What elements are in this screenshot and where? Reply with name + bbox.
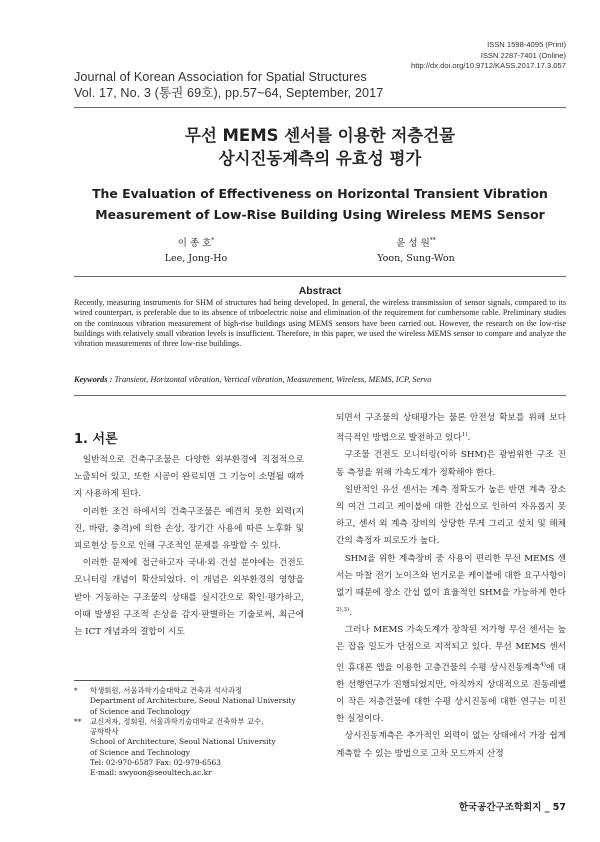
citation: 1) — [461, 432, 468, 439]
page-footer: 한국공간구조학회지 _ 57 — [458, 802, 566, 813]
author-2-english: Yoon, Sung-Won — [377, 253, 455, 265]
footnotes — [74, 686, 304, 779]
paragraph: 그러나 MEMS 가속도계가 장착된 저가형 무선 센서는 높은 잡음 밀도가 단점으로 지적되고 있다. 무선 MEMS 센서인 휴대폰 앱을 이용한 고층건물의 수평 상시진동계측$^{4)}$에 대한 선행연구가 진행되었지만, 아직까지 상대적으로 진동레벨이 작은 저층건물에 대한 수평 상시진동에 대한 연구는 미진한 실정이다. — [336, 625, 566, 725]
footnote-2: ** 교신저자, 정회원, 서울과학기술대학교 건축학부 교수, 공학박사 School of Architecture, Seoul National University of Science and Technology Tel: 02-970-6587 Fax: 02-979-6563 E-mail: swyoon@seoultech.ac.kr — [74, 717, 304, 779]
keywords-bottom-rule — [74, 395, 566, 396]
paragraph: 상시진동계측은 추가적인 외력이 없는 상태에서 가장 쉽게 계측할 수 있는 방법으로 고차 모드까지 산정 — [336, 731, 566, 759]
keywords — [74, 375, 566, 384]
author-1-english: Lee, Jong-Ho — [164, 253, 228, 265]
journal-header — [74, 70, 383, 101]
abstract-text: Recently, measuring instruments for SHM of structures had being developed. In general, the wireless transmission of sensor signals, compared to its wired counterpart, is preferable due to its absence of triboelectric noise and elimination of the requirement for cumbersome cable. Preliminary studies on the continuous vibration measurement of high-rise buildings using MEMS sensors have been carried out. However, the research on the low-rise buildings with relatively small vibration levels is insufficient. Therefore, in this paper, we used the wireless MEMS sensor to compare and analyze the vibration measurements of three low-rise buildings. — [74, 298, 566, 349]
korean-title — [74, 124, 566, 170]
citation: 2),3) — [336, 607, 350, 614]
paragraph: 되면서 구조물의 상태평가는 물론 안전성 확보를 위해 보다 적극적인 방법으로 발전하고 있다$^{1)}$. — [336, 413, 566, 444]
keywords-label: Keywords : — [74, 375, 113, 384]
author-2 — [316, 233, 516, 266]
author-2-mark: ** — [429, 237, 436, 244]
korean-title-line1: 무선 MEMS 센서를 이용한 저층건물 — [184, 126, 456, 145]
journal-name: Journal of Korean Association for Spatial Structures — [74, 70, 367, 84]
issn-print: ISSN 1598-4095 (Print) — [487, 40, 566, 49]
abstract-top-rule — [74, 276, 566, 277]
left-column — [74, 452, 304, 641]
paragraph: 일반적으로 건축구조물은 다양한 외부환경에 직접적으로 노출되어 있고, 또한 시공이 완료되면 그 기능이 소멸될 때까지 사용하게 된다. — [74, 455, 304, 500]
doi-link[interactable]: http://dx.doi.org/10.9712/KASS.2017.17.3.057 — [411, 61, 566, 70]
paragraph: SHM을 위한 계측장비 중 사용이 편리한 무선 MEMS 센서는 마찰 전기 노이즈와 번거로운 케이블에 대한 요구사항이 없기 때문에 장소 간섭 없이 효율적인 SHM을 가능하게 한다$^{2),3)}$. — [336, 553, 566, 619]
section-heading: 1. 서론 — [74, 432, 118, 447]
right-column — [336, 410, 566, 763]
paragraph: 일반적인 유선 센서는 계측 정확도가 높은 반면 계측 장소의 여건 그리고 케이블에 대한 간섭으로 인하여 자유롭지 못하고, 센서 외 계측 장비의 상당한 무게 그리고 설치 및 해체 간의 측정자 피로도가 높다. — [336, 484, 566, 547]
english-title-line1: The Evaluation of Effectiveness on Horizontal Transient Vibration — [92, 186, 548, 201]
author-2-korean: 윤 성 원 — [396, 238, 430, 250]
paragraph: 이러한 문제에 접근하고자 국내·외 건설 분야에는 건전도 모니터링 개념이 확산되었다. 이 개념은 외부환경의 영향을 받아 거동하는 구조물의 상태를 실시간으로 확인·평가하고, 이때 발생된 구조적 손상을 감지·판별하는 기술로써, 최근에는 ICT 개념과의 결합이 시도 — [74, 558, 304, 638]
author-1 — [96, 233, 296, 266]
author-1-korean: 이 종 호 — [177, 238, 212, 250]
journal-issue: Vol. 17, No. 3 (통권 69호), pp.57~64, September, 2017 — [74, 85, 384, 100]
english-title — [74, 183, 566, 225]
english-title-line2: Measurement of Low-Rise Building Using Wireless MEMS Sensor — [95, 207, 545, 222]
korean-title-line2: 상시진동계측의 유효성 평가 — [218, 149, 422, 168]
footnote-rule — [74, 680, 194, 681]
issn-online: ISSN 2287-7401 (Online) — [480, 50, 566, 60]
issn-block — [346, 40, 566, 72]
paragraph: 구조물 건전도 모니터링(이하 SHM)은 광범위한 구조 진동 측정을 위해 가속도계가 정확해야 한다. — [336, 450, 566, 478]
email-link[interactable]: E-mail: swyoon@seoultech.ac.kr — [90, 768, 212, 778]
footnote-1: * 학생회원, 서울과학기술대학교 건축과 석사과정 Department of Architecture, Seoul National University of Science and Technology — [74, 686, 296, 716]
paragraph: 이러한 조건 하에서의 건축구조물은 예견치 못한 외력(지진, 바람, 충격)에 의한 손상, 장기간 사용에 따른 노후화 및 피로현상 등으로 인해 구조적인 문제를 유발할 수 있다. — [74, 506, 304, 552]
citation: 4) — [540, 661, 546, 668]
abstract-heading: Abstract — [298, 285, 342, 297]
keywords-text: Transient, Horizontal vibration, Vertical vibration, Measurement, Wireless, MEMS, ICP, Servo — [112, 375, 432, 384]
author-1-mark: * — [211, 237, 215, 244]
header-rule — [74, 107, 566, 108]
